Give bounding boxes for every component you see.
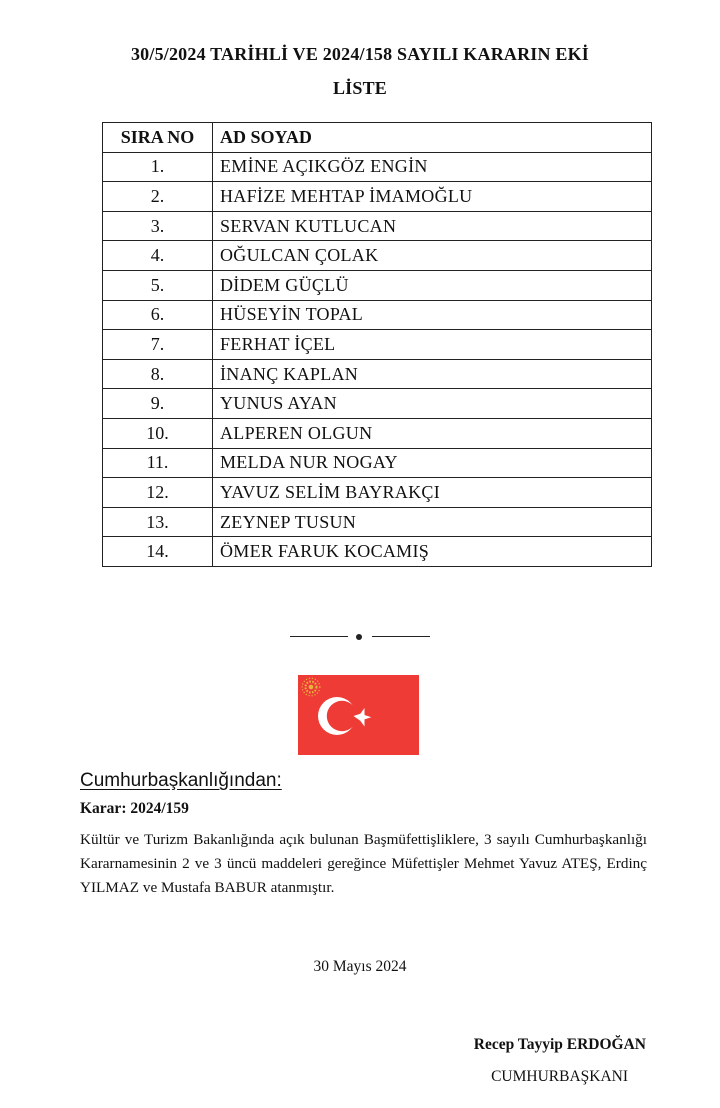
decree-date: 30 Mayıs 2024 [313,958,407,975]
sun-emblem-icon [302,678,320,696]
row-full-name: OĞULCAN ÇOLAK [213,241,652,271]
row-order-number: 9. [103,389,213,419]
row-full-name: HAFİZE MEHTAP İMAMOĞLU [213,182,652,212]
table-row [103,211,652,241]
decree-issuer: Cumhurbaşkanlığından: [80,770,282,791]
row-order-number: 10. [103,418,213,448]
document-title: 30/5/2024 TARİHLİ VE 2024/158 SAYILI KARARIN EKİ [130,44,590,64]
row-order-number: 4. [103,241,213,271]
table-row [103,330,652,360]
row-order-number: 7. [103,330,213,360]
row-order-number: 6. [103,300,213,330]
signer-title: CUMHURBAŞKANI [491,1068,628,1085]
separator-dot [356,634,362,640]
column-header-order: SIRA NO [103,123,213,153]
separator-line [290,636,348,637]
table-row [103,270,652,300]
row-full-name: FERHAT İÇEL [213,330,652,360]
table-row [103,478,652,508]
section-separator [290,636,430,638]
row-order-number: 1. [103,152,213,182]
document-subtitle: LİSTE [332,78,388,98]
row-full-name: YAVUZ SELİM BAYRAKÇI [213,478,652,508]
table-row [103,418,652,448]
row-order-number: 14. [103,537,213,567]
presidential-flag-icon [298,675,419,755]
row-order-number: 13. [103,507,213,537]
flag-emblem-graphic [298,675,419,755]
table-row [103,389,652,419]
table-row [103,241,652,271]
row-order-number: 11. [103,448,213,478]
column-header-name: AD SOYAD [213,123,652,153]
row-full-name: HÜSEYİN TOPAL [213,300,652,330]
row-full-name: ÖMER FARUK KOCAMIŞ [213,537,652,567]
row-order-number: 8. [103,359,213,389]
row-full-name: ZEYNEP TUSUN [213,507,652,537]
signer-name: Recep Tayyip ERDOĞAN [473,1036,646,1053]
decree-text: Kültür ve Turizm Bakanlığında açık bulunan Başmüfettişliklere, 3 sayılı Cumhurbaşkanlığı Kararnamesinin 2 ve 3 üncü maddeleri gereğince Müfettişler Mehmet Yavuz ATEŞ, Erdinç YILMAZ ve Mustafa BABUR atanmıştır. [80,831,647,896]
table-row [103,359,652,389]
table-row [103,152,652,182]
crescent-inner [327,701,357,731]
row-full-name: MELDA NUR NOGAY [213,448,652,478]
table-header-row [103,123,652,153]
row-order-number: 3. [103,211,213,241]
table-row [103,300,652,330]
table-row [103,507,652,537]
row-order-number: 12. [103,478,213,508]
separator-line [372,636,430,637]
row-full-name: YUNUS AYAN [213,389,652,419]
table-row [103,537,652,567]
row-full-name: İNANÇ KAPLAN [213,359,652,389]
row-order-number: 2. [103,182,213,212]
table-row [103,448,652,478]
row-full-name: EMİNE AÇIKGÖZ ENGİN [213,152,652,182]
row-order-number: 5. [103,270,213,300]
decision-number: Karar: 2024/159 [80,800,189,817]
table-row [103,182,652,212]
row-full-name: SERVAN KUTLUCAN [213,211,652,241]
row-full-name: DİDEM GÜÇLÜ [213,270,652,300]
row-full-name: ALPEREN OLGUN [213,418,652,448]
appointment-table [102,122,652,567]
